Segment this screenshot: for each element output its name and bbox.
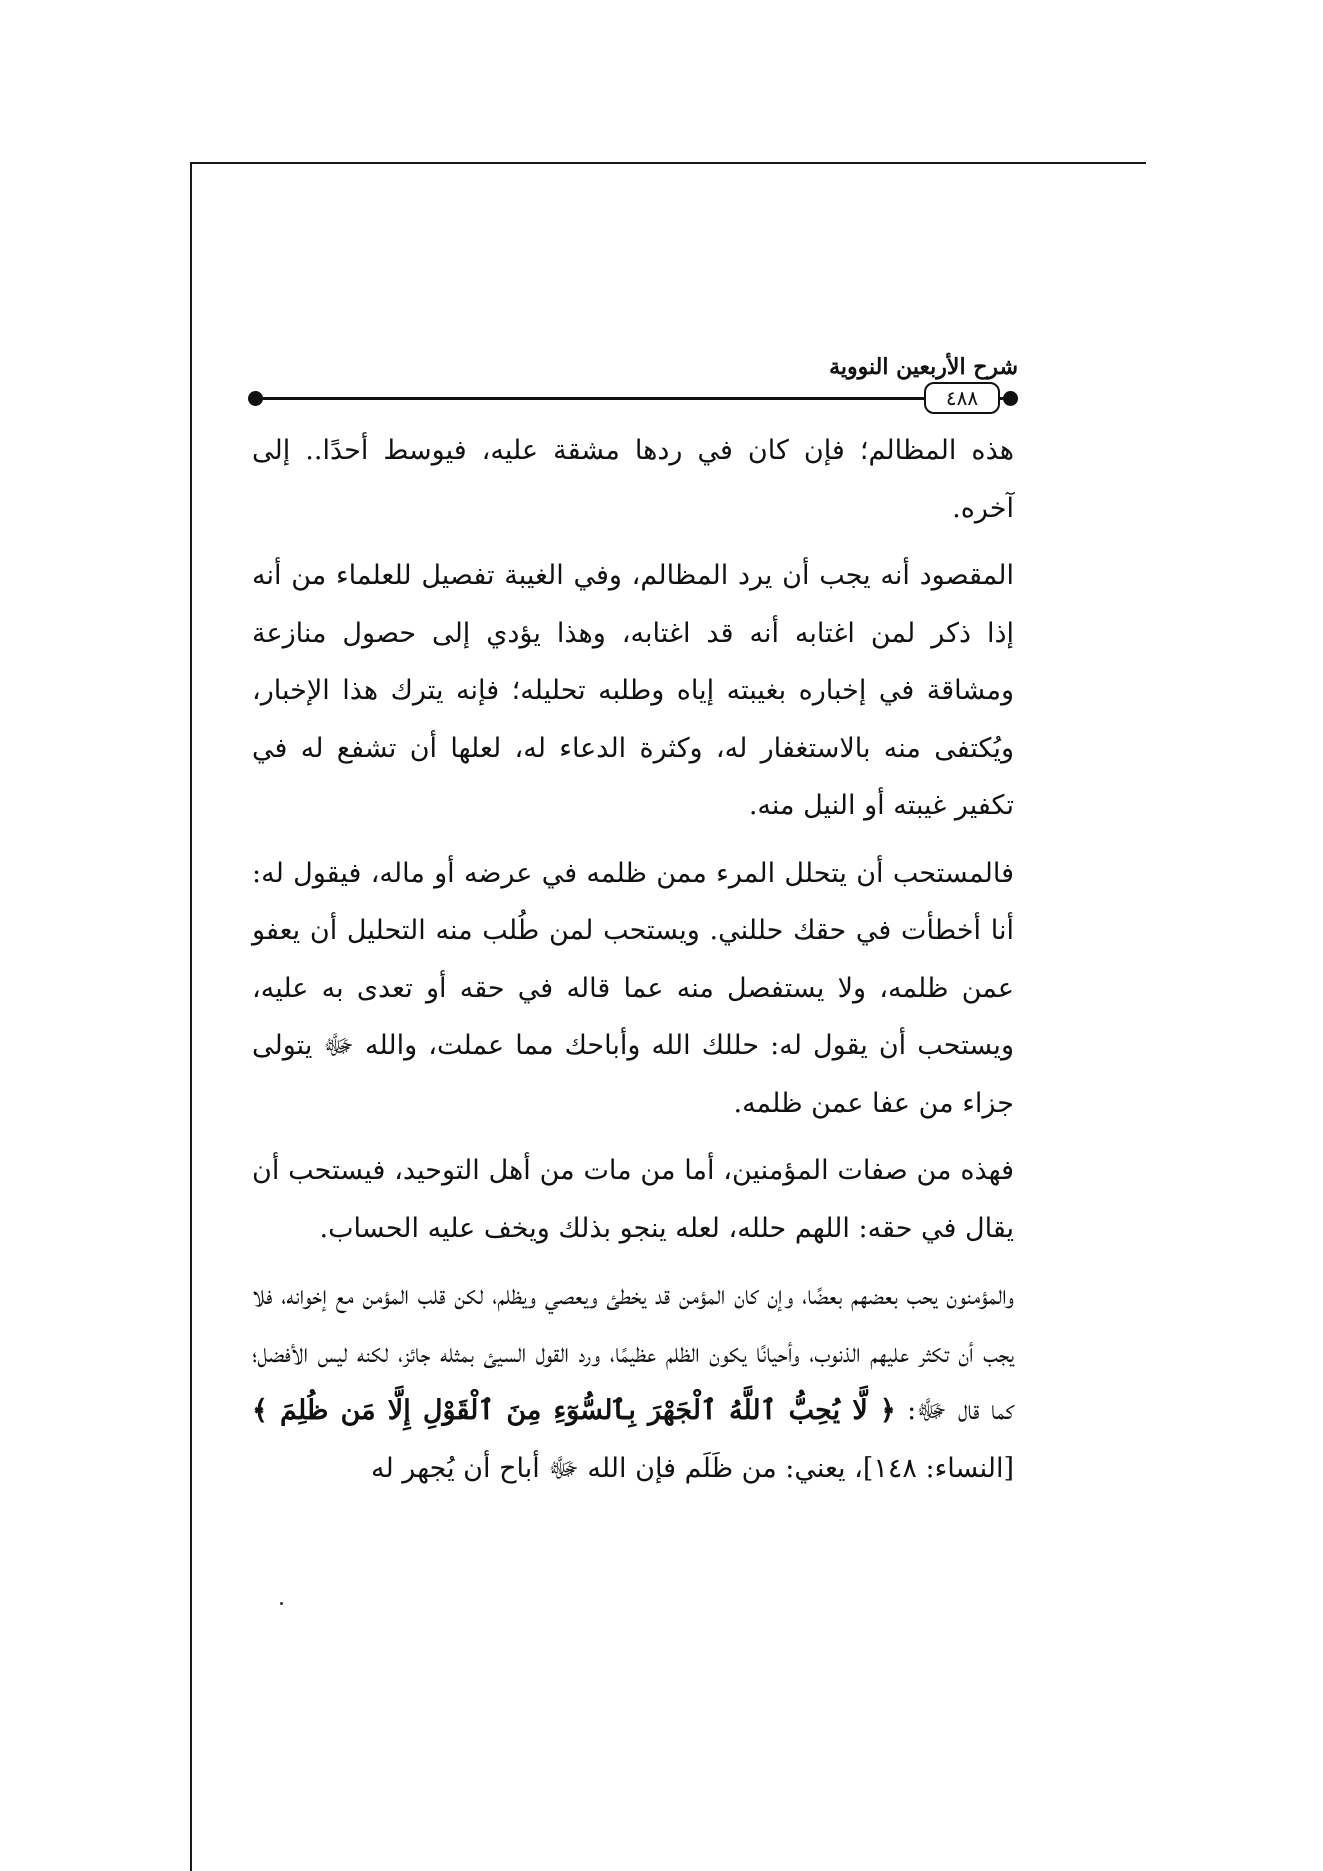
paragraph-2: المقصود أنه يجب أن يرد المظالم، وفي الغيبة تفصيل للعلماء من أنه إذا ذكر لمن اغتابه أنه قد اغتابه، وهذا يؤدي إلى حصول منازعة ومشاقة في إخباره بغيبته إياه وطلبه تحليله؛ فإنه يترك هذا الإخبار، ويُكتفى منه بالاستغفار له، وكثرة الدعاء له، لعلها أن تشفع له في تكفير غيبته أو النيل منه. [252,560,1014,821]
page-header [248,350,1018,420]
page-body [252,422,1014,1497]
quran-verse: ﴿ لَّا يُحِبُّ ٱللَّهُ ٱلْجَهْرَ بِٱلسُّوٓءِ مِنَ ٱلْقَوْلِ إِلَّا مَن ظُلِمَ ﴾ [252,1395,896,1426]
scan-border-top [190,162,1146,164]
paragraph-3: فالمستحب أن يتحلل المرء ممن ظلمه في عرضه أو ماله، فيقول له: أنا أخطأت في حقك حللني. ويستحب لمن طُلب منه التحليل أن يعفو عمن ظلمه، ولا يستفصل منه عما قاله في حقه أو تعدى به عليه، ويستحب أن يقول له: حللك الله وأباحك مما عملت، والله ﷻ يتولى جزاء من عفا عمن ظلمه. [252,857,1014,1119]
paragraph-5-lead: والمؤمنون يحب بعضهم بعضًا، وإن كان المؤمن قد يخطئ ويعصي ويظلم، لكن قلب المؤمن مع إخوانه، فلا يجب أن تكثر عليهم الذنوب، وأحيانًا يكون الظلم عظيمًا، ورد القول السيئ بمثله جائز، لكنه ليس الأفضل؛ كما قال ﷻ: [252,1280,1014,1426]
paragraph-5-tail: [النساء: ١٤٨]، يعني: من ظَلَم فإن الله ﷻ أباح أن يُجهر له [371,1452,1014,1484]
paragraph-4: فهذه من صفات المؤمنين، أما من مات من أهل التوحيد، فيستحب أن يقال في حقه: اللهم حلله، لعله ينجو بذلك ويخف عليه الحساب. [252,1155,1014,1244]
rule-end-dot-right [1003,391,1018,406]
header-rule [254,397,1012,400]
scan-border-left [190,162,192,1871]
paragraph-1: هذه المظالم؛ فإن كان في ردها مشقة عليه، فيوسط أحدًا.. إلى آخره. [252,435,1014,524]
page-number: ٤٨٨ [924,382,1000,414]
running-title: شرح الأربعين النووية [829,354,1018,380]
scan-speck [280,1602,283,1605]
paragraph-5 [252,1267,1014,1497]
rule-end-dot-left [248,391,263,406]
